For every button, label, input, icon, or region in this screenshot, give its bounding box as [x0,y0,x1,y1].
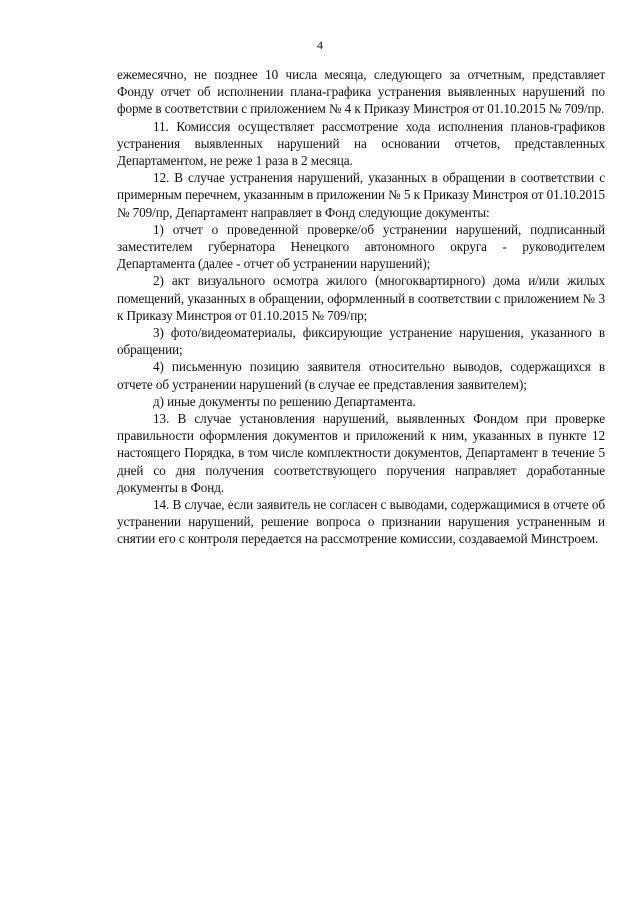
document-body [117,66,605,548]
paragraph-12: 12. В случае устранения нарушений, указанных в обращении в соответствии с примерным перечнем, указанным в приложении № 5 к Приказу Минстроя от 01.10.2015 № 709/пр, Департамент направляет в Фонд следующие документы: [117,170,605,220]
list-item-3: 3) фото/видеоматериалы, фиксирующие устранение нарушения, указанного в обращении; [117,325,605,358]
list-item-2: 2) акт визуального осмотра жилого (многоквартирного) дома и/или жилых помещений, указанных в обращении, оформленный в соответствии с приложением № 3 к Приказу Минстроя от 01.10.2015 № 709/пр; [117,273,605,323]
paragraph-14: 14. В случае, если заявитель не согласен с выводами, содержащимися в отчете об устранении нарушений, решение вопроса о признании нарушения устраненным и снятии его с контроля передается на рассмотрение комиссии, создаваемой Минстроем. [117,497,605,547]
page-number: 4 [317,38,323,52]
paragraph-11: 11. Комиссия осуществляет рассмотрение хода исполнения планов-графиков устранения выявленных нарушений на основании отчетов, представленных Департаментом, не реже 1 раза в 2 месяца. [117,118,605,169]
paragraph-13: 13. В случае установления нарушений, выявленных Фондом при проверке правильности оформления документов и приложений к ним, указанных в пункте 12 настоящего Порядка, в том числе комплектности документов, Департамент в течение 5 дней со дня получения соответствующего поручения направляет доработанные документы в Фонд. [117,411,605,495]
paragraph-continuation: ежемесячно, не позднее 10 числа месяца, следующего за отчетным, представляет Фонду отчет об исполнении плана-графика устранения выявленных нарушений по форме в соответствии с приложением № 4 к Приказу Минстроя от 01.10.2015 № 709/пр. [117,67,605,117]
list-item-4: 4) письменную позицию заявителя относительно выводов, содержащихся в отчете об устранении нарушений (в случае ее представления заявителем); [117,359,605,392]
list-item-5: д) иные документы по решению Департамента. [153,393,416,409]
list-item-1: 1) отчет о проведенной проверке/об устранении нарушений, подписанный заместителем губернатора Ненецкого автономного округа - руководителем Департамента (далее - отчет об устранении нарушений); [117,221,605,272]
